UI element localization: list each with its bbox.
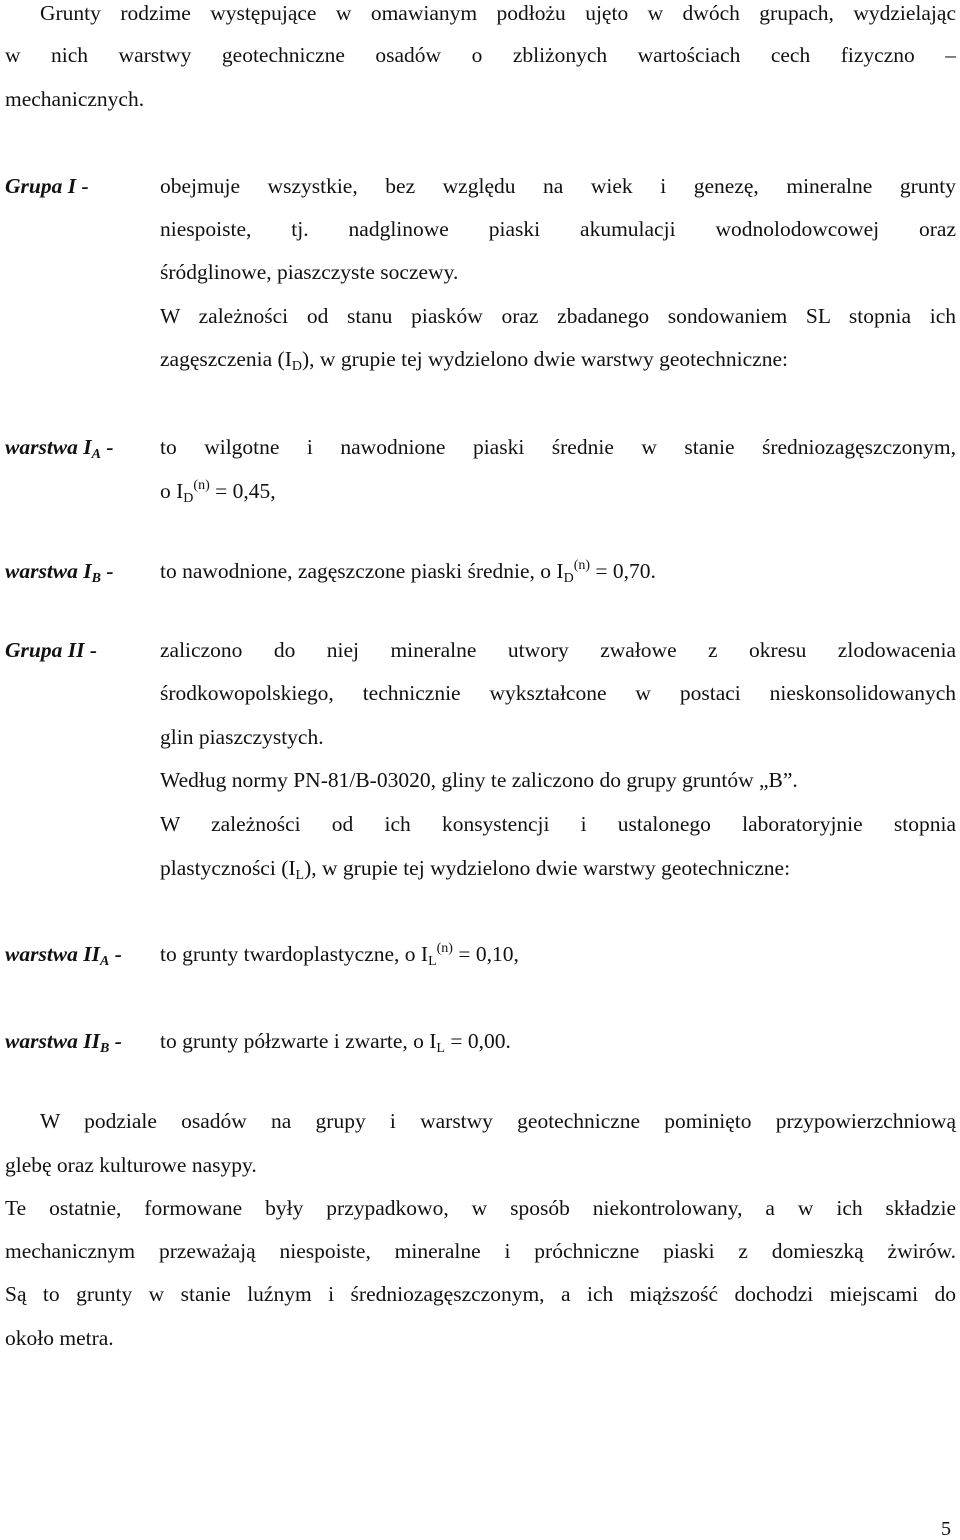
group-2-label: Grupa II - [5, 638, 97, 662]
group-2-line-5: W zależności od ich konsystencji i ustalonego laboratoryjnie stopnia [160, 812, 956, 836]
group-2-line-2: środkowopolskiego, technicznie wykształcone w postaci nieskonsolidowanych [160, 681, 956, 705]
layer-iia-line-1: to grunty twardoplastyczne, o $I_L^{(n)} = 0,10$, [160, 941, 519, 969]
layer-ia-line-2: o $I_D^{(n)} = 0,45$, [160, 478, 276, 506]
intro-line-2: w nich warstwy geotechniczne osadów o zbliżonych wartościach cech fizyczno – [5, 43, 956, 67]
closing-line-6: około metra. [5, 1326, 114, 1350]
intro-line-3: mechanicznych. [5, 87, 145, 111]
layer-iia-label: warstwa $II_A$ - [5, 942, 122, 969]
group-1-label: Grupa I - [5, 174, 89, 198]
closing-line-1: W podziale osadów na grupy i warstwy geotechniczne pominięto przypowierzchniową [40, 1109, 956, 1133]
group-2-line-4: Według normy PN-81/B-03020, gliny te zaliczono do grupy gruntów „B”. [160, 768, 798, 792]
group-1-line-1: obejmuje wszystkie, bez względu na wiek i genezę, mineralne grunty [160, 174, 956, 198]
group-1-line-5: zagęszczenia $(I_D)$, w grupie tej wydzielono dwie warstwy geotechniczne: [160, 347, 788, 374]
intro-line-1: Grunty rodzime występujące w omawianym podłożu ujęto w dwóch grupach, wydzielając [40, 1, 956, 25]
group-2-line-1: zaliczono do niej mineralne utwory zwałowe z okresu zlodowacenia [160, 638, 956, 662]
page-number: 5 [941, 1518, 951, 1540]
closing-line-4: mechanicznym przeważają niespoiste, mineralne i próchniczne piaski z domieszką żwirów. [5, 1239, 956, 1263]
layer-ib-line-1: to nawodnione, zagęszczone piaski średnie, o $I_D^{(n)} = 0,70$. [160, 558, 656, 586]
closing-line-5: Są to grunty w stanie luźnym i średniozagęszczonym, a ich miąższość dochodzi miejscami do [5, 1282, 956, 1306]
closing-line-2: glebę oraz kulturowe nasypy. [5, 1153, 257, 1177]
layer-ib-label: warstwa $I_B$ - [5, 559, 114, 586]
group-2-line-3: glin piaszczystych. [160, 725, 324, 749]
layer-ia-line-1: to wilgotne i nawodnione piaski średnie w stanie średniozagęszczonym, [160, 435, 956, 459]
group-2-line-6: plastyczności $(I_L)$, w grupie tej wydzielono dwie warstwy geotechniczne: [160, 856, 791, 883]
layer-iib-label: warstwa $II_B$ - [5, 1029, 122, 1056]
closing-line-3: Te ostatnie, formowane były przypadkowo, w sposób niekontrolowany, a w ich składzie [5, 1196, 956, 1220]
group-1-line-2: niespoiste, tj. nadglinowe piaski akumulacji wodnolodowcowej oraz [160, 217, 956, 241]
layer-iib-line-1: to grunty półzwarte i zwarte, o $I_L = 0,00$. [160, 1029, 511, 1056]
layer-ia-label: warstwa $I_A$ - [5, 435, 114, 462]
group-1-line-3: śródglinowe, piaszczyste soczewy. [160, 260, 459, 284]
group-1-line-4: W zależności od stanu piasków oraz zbadanego sondowaniem SL stopnia ich [160, 304, 956, 328]
